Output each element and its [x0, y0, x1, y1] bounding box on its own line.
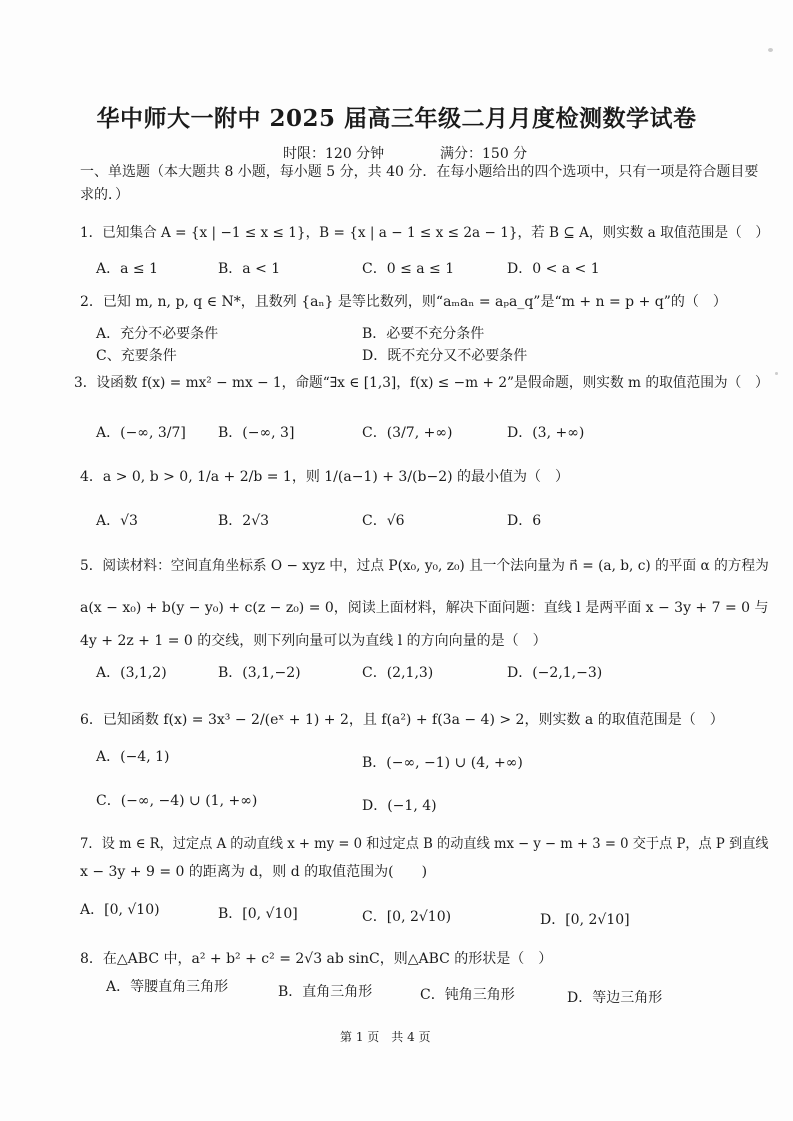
question-7-option-c: C．[0, 2√10) [362, 909, 452, 925]
question-2-stem: 2．已知 m, n, p, q ∈ N*，且数列 {aₙ} 是等比数列，则“aₘaₙ = aₚa_q”是“m + n = p + q”的（ ） [80, 294, 727, 310]
question-7-option-a: A．[0, √10) [80, 902, 160, 918]
question-5-stem-line-1: 5．阅读材料：空间直角坐标系 O − xyz 中，过点 P(x₀, y₀, z₀) 且一个法向量为 n⃗ = (a, b, c) 的平面 α 的方程为 [80, 558, 769, 574]
question-5-option-c: C．(2,1,3) [362, 665, 434, 681]
question-8-option-d: D．等边三角形 [567, 990, 663, 1006]
question-1-option-b: B．a < 1 [218, 261, 281, 277]
question-5-option-b: B．(3,1,−2) [218, 665, 301, 681]
question-3-stem: 3．设函数 f(x) = mx² − mx − 1，命题“∃x ∈ [1,3]，f(x) ≤ −m + 2”是假命题，则实数 m 的取值范围为（ ） [74, 375, 769, 391]
question-7-option-b: B．[0, √10] [218, 906, 298, 922]
question-5-option-d: D．(−2,1,−3) [507, 665, 603, 681]
question-8-option-b: B．直角三角形 [278, 984, 373, 1000]
question-6-stem: 6．已知函数 f(x) = 3x³ − 2/(eˣ + 1) + 2，且 f(a²) + f(3a − 4) > 2，则实数 a 的取值范围是（ ） [80, 712, 724, 728]
exam-title: 华中师大一附中 2025 届高三年级二月月度检测数学试卷 [96, 105, 697, 132]
question-4-option-c: C．√6 [362, 513, 405, 529]
question-8-option-a: A．等腰直角三角形 [106, 979, 229, 995]
scan-speck [768, 48, 773, 52]
question-1-option-d: D．0 < a < 1 [507, 261, 600, 277]
question-1-stem: 1．已知集合 A = {x | −1 ≤ x ≤ 1}，B = {x | a − 1 ≤ x ≤ 2a − 1}，若 B ⊆ A，则实数 a 取值范围是（ ） [80, 225, 769, 241]
page-footer: 第 1 页 共 4 页 [340, 1030, 431, 1044]
question-2-option-a: A．充分不必要条件 [96, 326, 219, 342]
question-1-option-a: A．a ≤ 1 [96, 261, 158, 277]
question-3-option-b: B．(−∞, 3] [218, 425, 295, 441]
question-5-stem-line-3: 4y + 2z + 1 = 0 的交线，则下列向量可以为直线 l 的方向向量的是（ ） [80, 633, 547, 649]
question-4-stem: 4．a > 0, b > 0, 1/a + 2/b = 1，则 1/(a−1) + 3/(b−2) 的最小值为（ ） [80, 469, 570, 485]
scan-speck [775, 372, 778, 375]
question-1-option-c: C．0 ≤ a ≤ 1 [362, 261, 455, 277]
question-4-option-b: B．2√3 [218, 513, 270, 529]
question-2-option-c: C、充要条件 [96, 348, 177, 364]
question-6-option-c: C．(−∞, −4) ∪ (1, +∞) [96, 793, 258, 809]
question-3-option-a: A．(−∞, 3/7] [96, 425, 186, 441]
question-6-option-b: B．(−∞, −1) ∪ (4, +∞) [362, 755, 523, 771]
question-5-stem-line-2: a(x − x₀) + b(y − y₀) + c(z − z₀) = 0，阅读上面材料，解决下面问题：直线 l 是两平面 x − 3y + 7 = 0 与 [80, 600, 769, 616]
question-2-option-d: D．既不充分又不必要条件 [362, 348, 528, 364]
question-7-stem-line-1: 7．设 m ∈ R，过定点 A 的动直线 x + my = 0 和过定点 B 的动直线 mx − y − m + 3 = 0 交于点 P，点 P 到直线 [80, 836, 769, 852]
question-7-option-d: D．[0, 2√10] [540, 912, 630, 928]
full-score: 满分：150 分 [440, 146, 528, 162]
question-3-option-d: D．(3, +∞) [507, 425, 585, 441]
question-6-option-d: D．(−1, 4) [362, 798, 437, 814]
question-4-option-d: D．6 [507, 513, 542, 529]
question-7-stem-line-2: x − 3y + 9 = 0 的距离为 d，则 d 的取值范围为( ) [80, 864, 428, 880]
time-limit: 时限：120 分钟 [283, 146, 385, 162]
question-6-option-a: A．(−4, 1) [96, 749, 170, 765]
section-heading: 一、单选题（本大题共 8 小题，每小题 5 分，共 40 分．在每小题给出的四个选项中，只有一项是符合题目要求的．） [80, 164, 759, 203]
question-2-option-b: B．必要不充分条件 [362, 326, 485, 342]
question-8-stem: 8．在△ABC 中，a² + b² + c² = 2√3 ab sinC，则△ABC 的形状是（ ） [80, 951, 553, 967]
question-3-option-c: C．(3/7, +∞) [362, 425, 453, 441]
question-5-option-a: A．(3,1,2) [96, 665, 167, 681]
question-8-option-c: C．钝角三角形 [420, 987, 515, 1003]
question-4-option-a: A．√3 [96, 513, 138, 529]
